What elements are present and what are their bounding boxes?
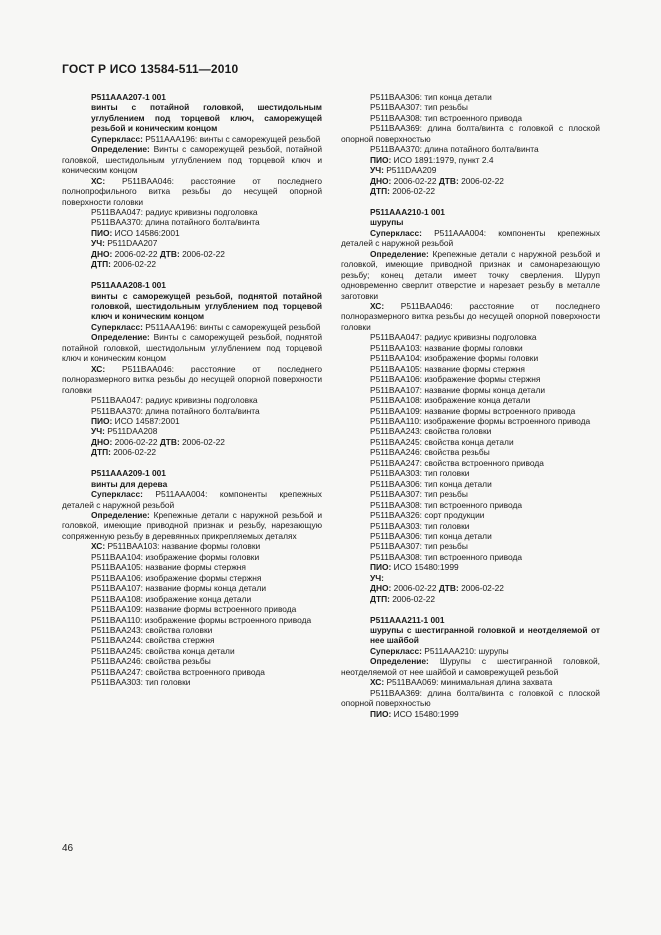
entry-property: P511BAA247: свойства встроенного привода <box>91 666 265 677</box>
entry-title: шурупы <box>370 217 404 228</box>
entry-uch: УЧ: P511DAA208 <box>91 426 158 437</box>
entry-uch: УЧ: P511DAA209 <box>370 165 437 176</box>
entry-property: P511BAA245: свойства конца детали <box>91 645 235 656</box>
entry-code: P511AAA207-1 001 <box>91 92 166 102</box>
entry-property: P511BAA370: длина потайного болта/винта <box>91 405 260 416</box>
entry-property: P511BAA047: радиус кривизны подголовка <box>370 332 537 343</box>
entry-xc: ХС: P511BAA069: минимальная длина захвата <box>370 677 553 688</box>
entry-superclass: Суперкласс: P511AAA196: винты с саморежущей резьбой <box>91 321 321 332</box>
entry-property: P511BAA104: изображение формы головки <box>370 353 539 364</box>
entry-superclass: Суперкласс: P511AAA210: шурупы <box>370 645 509 656</box>
entry-title: винты с саморежущей резьбой, поднятой потайной головкой, шестидольным углублением под торцевой ключ и коническим концом <box>91 290 322 322</box>
entry-property: P511BAA108: изображение конца детали <box>370 395 531 406</box>
entry-dates: ДНО: 2006-02-22 ДТВ: 2006-02-22 <box>370 583 504 594</box>
entry-definition: Определение: Крепежные детали с наружной резьбой и головкой, имеющие приводной признак и резьбу, нарезающую сопряженную резьбу в деревянных прикрепляемых деталях <box>62 510 323 541</box>
entry-dates: ДНО: 2006-02-22 ДТВ: 2006-02-22 <box>91 436 225 447</box>
entry-property: P511BAA370: длина потайного болта/винта <box>91 217 260 228</box>
entry-property: P511BAA243: свойства головки <box>370 426 492 437</box>
entry-property: P511BAA246: свойства резьбы <box>91 656 211 667</box>
entry-property: P511BAA306: тип конца детали <box>370 478 492 489</box>
left-column <box>62 92 322 688</box>
entry-property: P511BAA108: изображение конца детали <box>91 593 252 604</box>
page-number: 46 <box>62 843 74 854</box>
entry-property: P511BAA308: тип встроенного привода <box>370 551 523 562</box>
entry-property: P511BAA103: название формы головки <box>370 342 523 353</box>
entry-dates: ДНО: 2006-02-22 ДТВ: 2006-02-22 <box>370 175 504 186</box>
entry-property: P511BAA303: тип головки <box>370 468 470 479</box>
entry-uch: УЧ: P511DAA207 <box>91 238 158 249</box>
entry-xc: ХС: P511BAA103: название формы головки <box>91 541 261 552</box>
entry-pio: ПИО: ИСО 1891:1979, пункт 2.4 <box>370 154 494 165</box>
entry-property: P511BAA104: изображение формы головки <box>91 551 260 562</box>
entry-property: P511BAA303: тип головки <box>91 677 191 688</box>
entry-property: P511BAA109: название формы встроенного привода <box>370 405 576 416</box>
entry-property: P511BAA370: длина потайного болта/винта <box>370 144 539 155</box>
entry-superclass: Суперкласс: P511AAA004: компоненты крепежных деталей с наружной резьбой <box>62 489 322 510</box>
entry-pio: ПИО: ИСО 15480:1999 <box>370 708 459 719</box>
entry-dtp: ДТП: 2006-02-22 <box>91 259 157 270</box>
entry-pio: ПИО: ИСО 14587:2001 <box>91 415 180 426</box>
entry-property: P511BAA107: название формы конца детали <box>370 384 546 395</box>
entry-dtp: ДТП: 2006-02-22 <box>370 593 436 604</box>
entry-property: P511BAA306: тип конца детали <box>370 530 492 541</box>
entry-property: P511BAA105: название формы стержня <box>370 363 525 374</box>
entry-property: P511BAA246: свойства резьбы <box>370 447 490 458</box>
entry-uch: УЧ: <box>370 572 384 583</box>
entry-property: P511BAA326: сорт продукции <box>370 510 485 521</box>
entry-code: P511AAA211-1 001 <box>370 614 445 625</box>
entry-property: P511BAA307: тип резьбы <box>370 541 468 552</box>
entry-title: винты с потайной головкой, шестидольным углублением под торцевой ключ, саморежущей резьбой и коническим концом <box>91 102 322 134</box>
entry-definition: Определение: Винты с саморежущей резьбой, поднятой потайной головкой, шестидольным углублением под торцевой ключ и коническим концом <box>62 332 322 364</box>
entry-dates: ДНО: 2006-02-22 ДТВ: 2006-02-22 <box>91 248 225 259</box>
entry-xc: ХС: P511BAA046: расстояние от последнего полнопрофильного витка резьбы до несущей опорной поверхности головки <box>62 175 322 207</box>
entry-superclass: Суперкласс: P511AAA196: винты с саморежущей резьбой <box>91 133 321 144</box>
entry-property: P511BAA303: тип головки <box>370 520 470 531</box>
entry-property: P511BAA107: название формы конца детали <box>91 583 267 594</box>
entry-property: P511BAA244: свойства стержня <box>91 635 215 646</box>
entry-property: P511BAA106: изображение формы стержня <box>370 374 541 385</box>
entry-code: P511AAA209-1 001 <box>91 468 166 479</box>
entry-property: P511BAA109: название формы встроенного привода <box>91 604 297 615</box>
entry-property: P511BAA308: тип встроенного привода <box>370 499 523 510</box>
entry-property: P511BAA306: тип конца детали <box>370 92 492 102</box>
entry-dtp: ДТП: 2006-02-22 <box>91 447 157 458</box>
entry-definition: Определение: Винты с саморежущей резьбой, потайной головкой, шестидольным углублением под торцевой ключ и коническим концом <box>62 144 322 176</box>
entry-dtp: ДТП: 2006-02-22 <box>370 186 436 197</box>
entry-property: P511BAA105: название формы стержня <box>91 562 246 573</box>
right-column <box>341 92 600 719</box>
entry-property: P511BAA047: радиус кривизны подголовка <box>91 206 258 217</box>
document-header: ГОСТ Р ИСО 13584-511—2010 <box>62 62 239 76</box>
entry-xc: ХС: P511BAA046: расстояние от последнего полноразмерного витка резьбы до несущей опорной поверхности головки <box>62 363 322 395</box>
entry-property: P511BAA110: изображение формы встроенного привода <box>370 415 591 426</box>
entry-code: P511AAA210-1 001 <box>370 206 445 217</box>
entry-code: P511AAA208-1 001 <box>91 280 166 291</box>
entry-title: винты для дерева <box>91 478 168 489</box>
entry-property: P511BAA369: длина болта/винта с головкой с плоской опорной поверхностью <box>341 123 600 144</box>
entry-definition: Определение: Крепежные детали с наружной резьбой и головкой, имеющие приводной признак и самонарезающую резьбу; конец детали имеет точку сверления. Шуруп одновременно сверлит отверстие и нарезает резьбу в металле заготовки <box>341 248 601 301</box>
entry-property: P511BAA307: тип резьбы <box>370 102 468 113</box>
entry-property: P511BAA243: свойства головки <box>91 624 213 635</box>
entry-property: P511BAA110: изображение формы встроенного привода <box>91 614 312 625</box>
entry-property: P511BAA106: изображение формы стержня <box>91 572 262 583</box>
entry-property: P511BAA307: тип резьбы <box>370 489 468 500</box>
entry-property: P511BAA245: свойства конца детали <box>370 436 514 447</box>
entry-pio: ПИО: ИСО 15480:1999 <box>370 562 459 573</box>
entry-title: шурупы с шестигранной головкой и неотделяемой от нее шайбой <box>370 624 600 646</box>
entry-property: P511BAA247: свойства встроенного привода <box>370 457 544 468</box>
entry-xc: ХС: P511BAA046: расстояние от последнего полноразмерного витка резьбы до несущей опорной поверхности головки <box>341 301 600 332</box>
entry-property: P511BAA369: длина болта/винта с головкой с плоской опорной поверхностью <box>341 687 600 709</box>
entry-superclass: Суперкласс: P511AAA004: компоненты крепежных деталей с наружной резьбой <box>341 227 601 249</box>
entry-pio: ПИО: ИСО 14586:2001 <box>91 227 180 238</box>
entry-property: P511BAA308: тип встроенного привода <box>370 112 523 123</box>
entry-definition: Определение: Шурупы с шестигранной головкой, неотделяемой от нее шайбой и самоврежущей резьбой <box>341 656 600 677</box>
entry-property: P511BAA047: радиус кривизны подголовка <box>91 395 258 406</box>
